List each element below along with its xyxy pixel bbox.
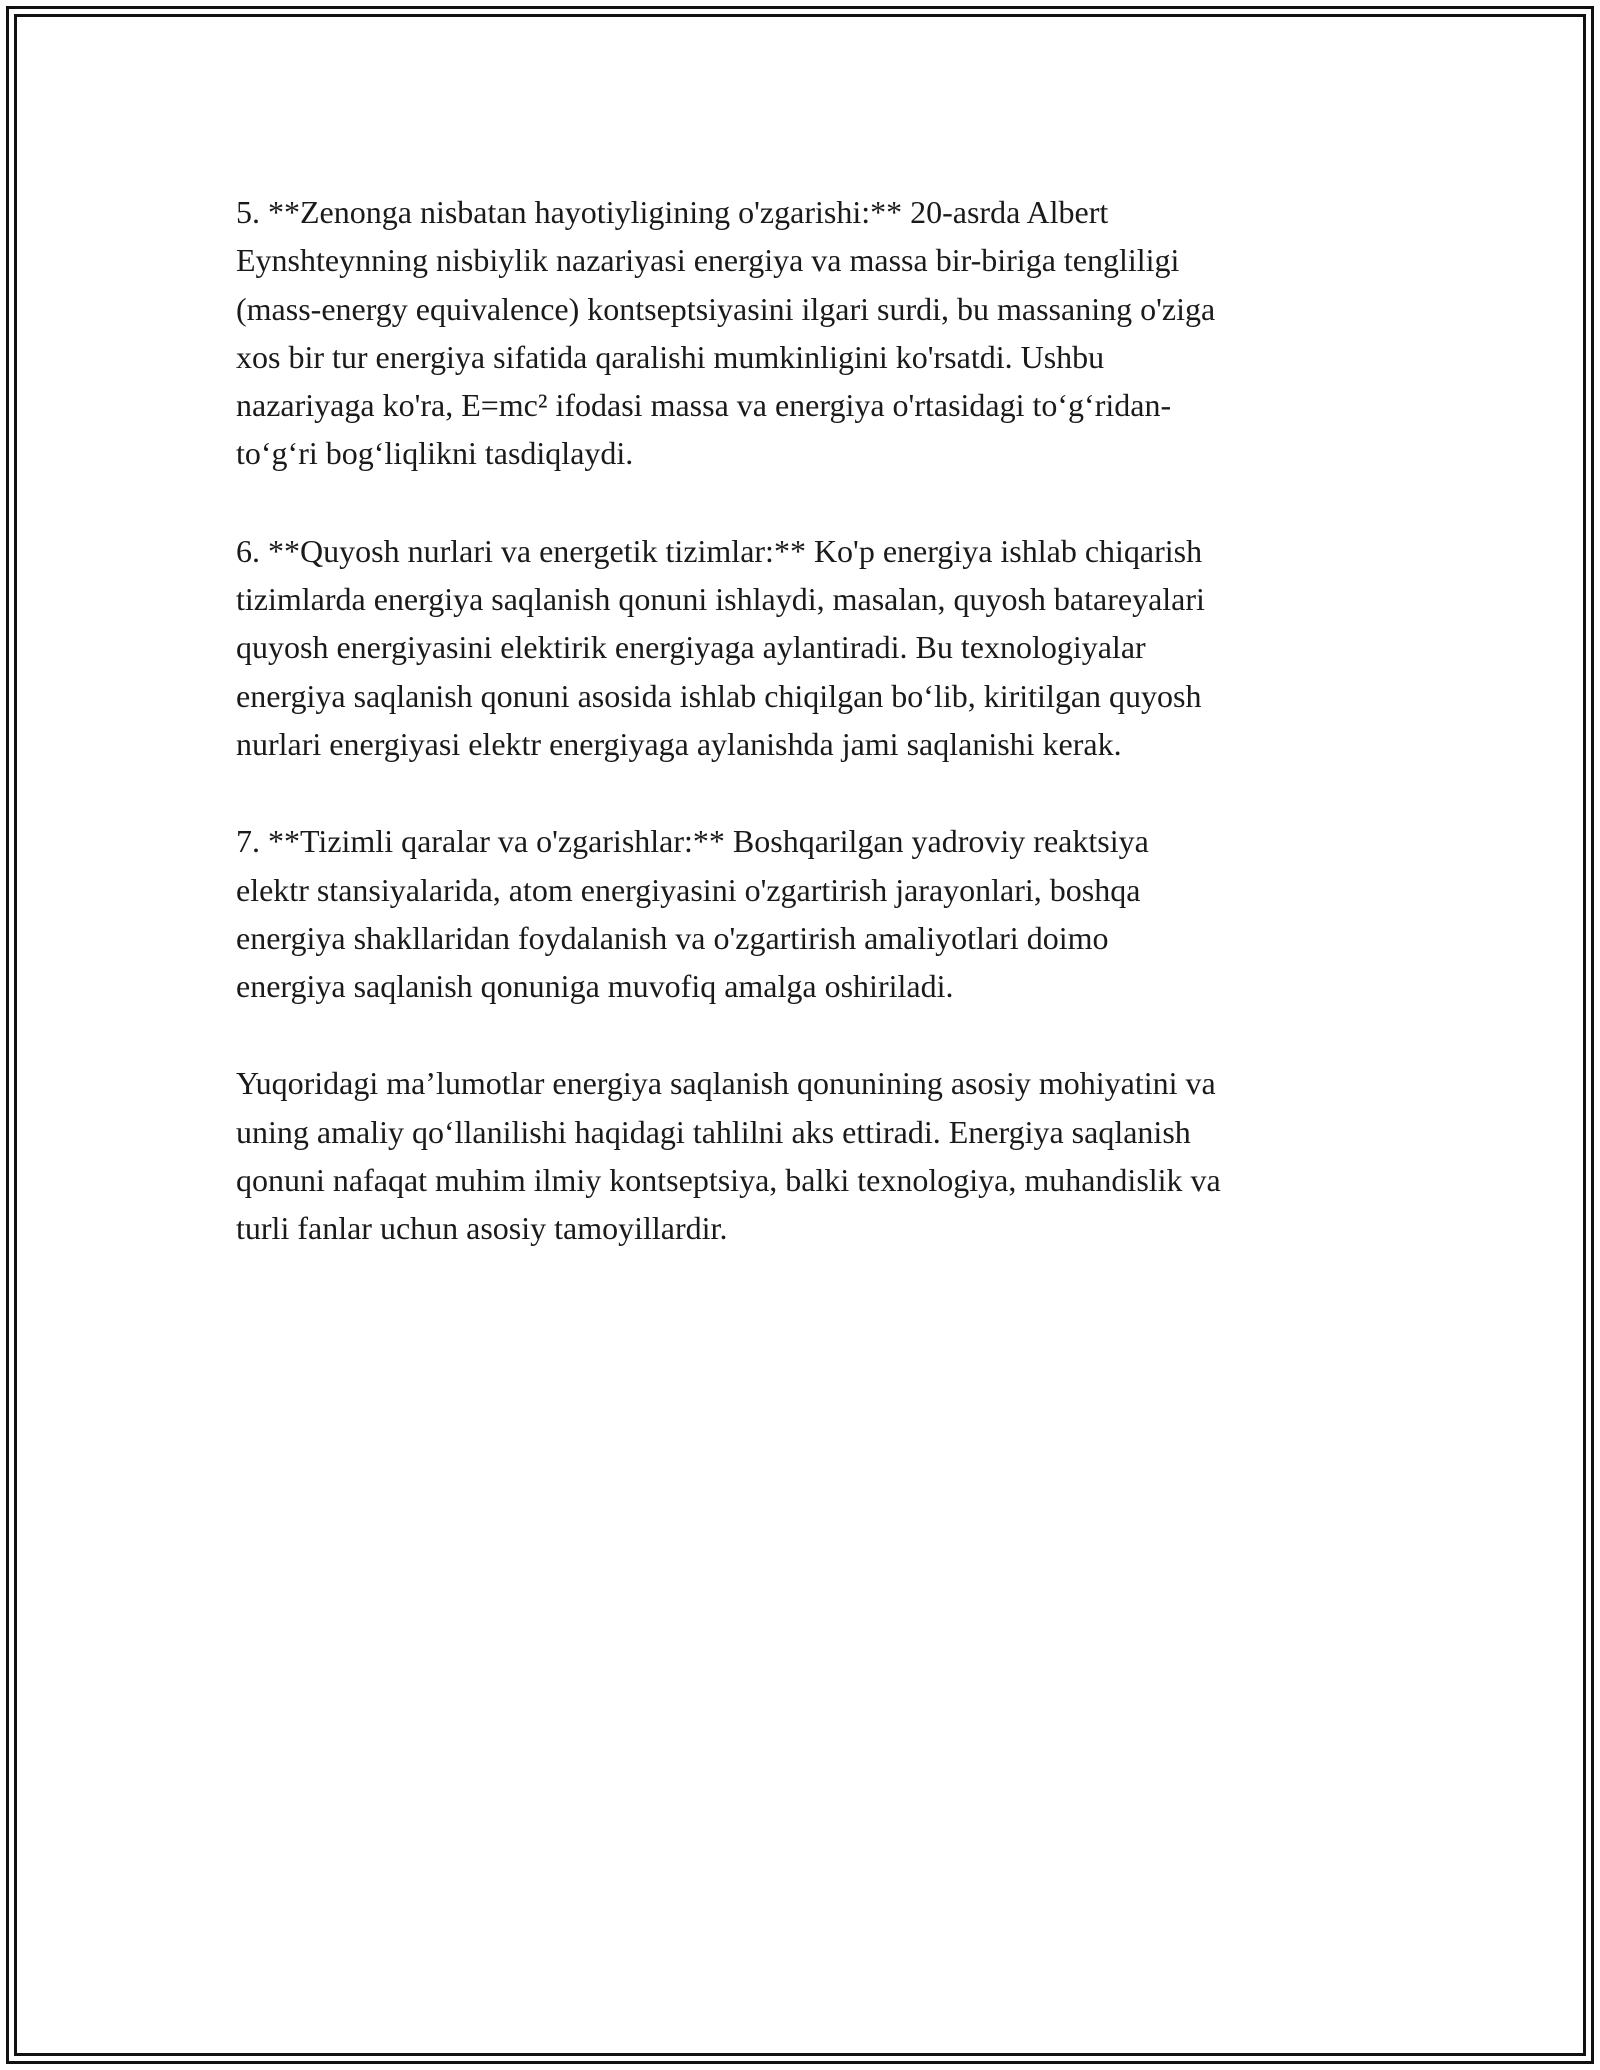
text-line: nurlari energiyasi elektr energiyaga aylanishda jami saqlanishi kerak.	[236, 725, 1122, 762]
text-line: 7. **Tizimli qaralar va o'zgarishlar:** Boshqarilgan yadroviy reaktsiya	[236, 823, 1149, 860]
text-line: energiya shakllaridan foydalanish va o'zgartirish amaliyotlari doimo	[236, 919, 1109, 956]
text-line: qonuni nafaqat muhim ilmiy kontseptsiya, balki texnologiya, muhandislik va	[236, 1162, 1221, 1199]
text-line: energiya saqlanish qonuniga muvofiq amalga oshiriladi.	[236, 968, 954, 1005]
text-line: turli fanlar uchun asosiy tamoyillardir.	[236, 1210, 728, 1247]
text-line: 6. **Quyosh nurlari va energetik tizimlar:** Ko'p energiya ishlab chiqarish	[236, 532, 1203, 569]
paragraph-7-system-changes	[236, 817, 1386, 1010]
text-line: (mass-energy equivalence) kontseptsiyasini ilgari surdi, bu massaning o'ziga	[236, 290, 1216, 327]
paragraph-5-mass-energy	[236, 188, 1386, 478]
text-line: uning amaliy qo‘llanilishi haqidagi tahlilni aks ettiradi. Energiya saqlanish	[236, 1113, 1191, 1150]
text-line: Eynshteynning nisbiylik nazariyasi energiya va massa bir-biriga tengliligi	[236, 242, 1180, 279]
text-line: tizimlarda energiya saqlanish qonuni ishlaydi, masalan, quyosh batareyalari	[236, 581, 1205, 618]
text-line: Yuqoridagi ma’lumotlar energiya saqlanish qonunining asosiy mohiyatini va	[236, 1065, 1216, 1102]
text-line: elektr stansiyalarida, atom energiyasini o'zgartirish jarayonlari, boshqa	[236, 871, 1141, 908]
text-line: nazariyaga ko'ra, E=mc² ifodasi massa va energiya o'rtasidagi to‘g‘ridan-	[236, 387, 1172, 424]
paragraph-conclusion	[236, 1059, 1386, 1252]
text-line: xos bir tur energiya sifatida qaralishi mumkinligini ko'rsatdi. Ushbu	[236, 338, 1105, 375]
text-line: to‘g‘ri bog‘liqlikni tasdiqlaydi.	[236, 435, 634, 472]
paragraph-6-solar-energy	[236, 527, 1386, 768]
text-line: quyosh energiyasini elektirik energiyaga aylantiradi. Bu texnologiyalar	[236, 629, 1146, 666]
document-body	[236, 188, 1386, 1302]
text-line: 5. **Zenonga nisbatan hayotiyligining o'zgarishi:** 20-asrda Albert	[236, 194, 1109, 230]
text-line: energiya saqlanish qonuni asosida ishlab chiqilgan bo‘lib, kiritilgan quyosh	[236, 677, 1202, 714]
